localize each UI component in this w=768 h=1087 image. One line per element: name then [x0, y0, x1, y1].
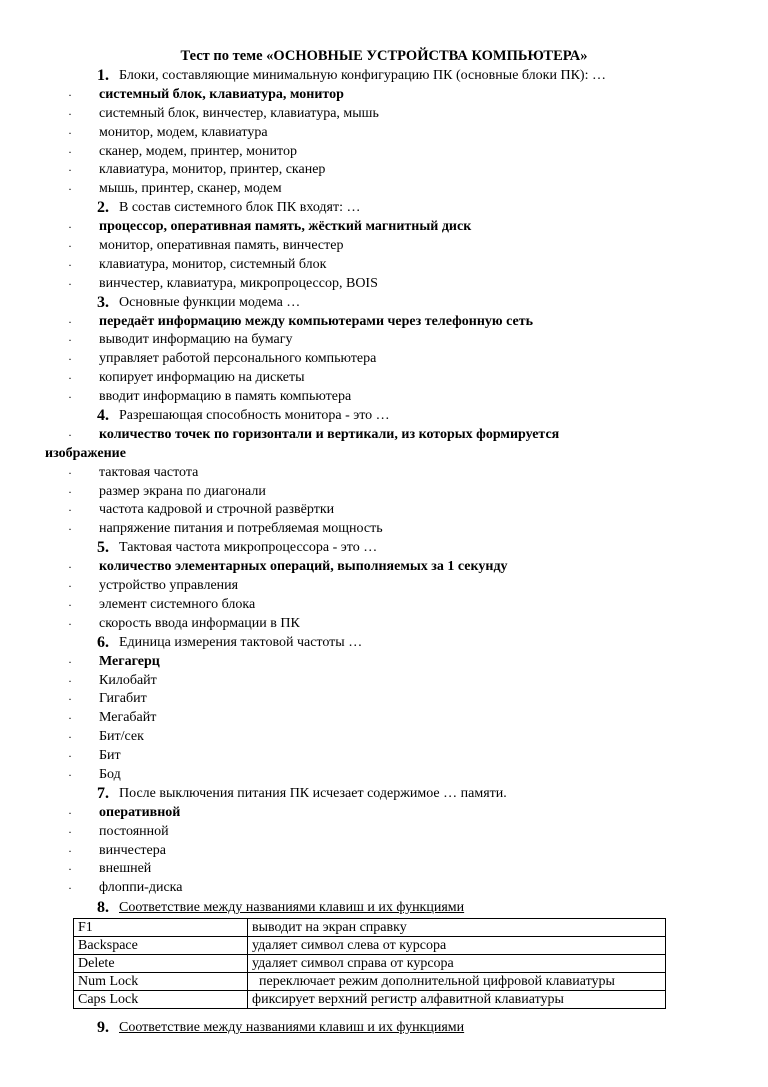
bullet-icon: ·: [68, 352, 72, 367]
answer-text: постоянной: [99, 823, 169, 839]
bullet-icon: ·: [68, 560, 72, 575]
bullet-icon: ·: [68, 616, 72, 631]
answer-option: [0, 766, 768, 785]
question-number: 5.: [97, 539, 109, 557]
answer-text: скорость ввода информации в ПК: [99, 615, 300, 631]
answer-text: напряжение питания и потребляемая мощность: [99, 521, 383, 537]
bullet-icon: ·: [68, 239, 72, 254]
answer-text: тактовая частота: [99, 464, 199, 480]
answer-option: [0, 577, 768, 596]
question-text: Единица измерения тактовой частоты …: [119, 634, 363, 650]
answer-text: процессор, оперативная память, жёсткий магнитный диск: [99, 219, 472, 235]
answer-text: частота кадровой и строчной развёртки: [99, 502, 335, 518]
question-line: [0, 294, 768, 313]
question-line: [0, 199, 768, 218]
question-text: После выключения питания ПК исчезает содержимое … памяти.: [119, 785, 507, 801]
bullet-icon: ·: [68, 144, 72, 159]
bullet-icon: ·: [68, 673, 72, 688]
question-line: [0, 539, 768, 558]
answer-text: Мегагерц: [99, 653, 160, 669]
question-number: 3.: [97, 293, 109, 311]
key-name-cell: Delete: [74, 955, 248, 973]
keys-table-wrap: [73, 918, 666, 1009]
answer-text: устройство управления: [99, 578, 239, 594]
answer-option: [0, 388, 768, 407]
key-function-cell: удаляет символ справа от курсора: [248, 955, 666, 973]
answer-option: [0, 180, 768, 199]
answer-text: флоппи-диска: [99, 880, 183, 896]
answer-option: [0, 860, 768, 879]
answer-text: монитор, оперативная память, винчестер: [99, 238, 344, 254]
question-number: 2.: [97, 199, 109, 217]
key-function-cell: удаляет символ слева от курсора: [248, 937, 666, 955]
answer-text: Бод: [99, 766, 121, 782]
key-name-cell: Num Lock: [74, 973, 248, 991]
answer-text: количество элементарных операций, выполняемых за 1 секунду: [99, 559, 508, 575]
answer-option: [0, 747, 768, 766]
answer-text: винчестер, клавиатура, микропроцессор, BOIS: [99, 275, 378, 291]
bullet-icon: ·: [68, 257, 72, 272]
table-row: [74, 919, 666, 937]
bullet-icon: ·: [68, 522, 72, 537]
bullet-icon: ·: [68, 314, 72, 329]
question-text: Тактовая частота микропроцессора - это …: [119, 540, 378, 556]
question-line: [0, 785, 768, 804]
table-row: [74, 973, 666, 991]
answer-text: управляет работой персонального компьютера: [99, 351, 377, 367]
bullet-icon: ·: [68, 824, 72, 839]
bullet-icon: ·: [68, 106, 72, 121]
answer-option: [0, 483, 768, 502]
key-name-cell: Caps Lock: [74, 991, 248, 1009]
question-text: Соответствие между названиями клавиш и их функциями: [119, 900, 465, 915]
bullet-icon: ·: [68, 427, 72, 442]
answer-text: клавиатура, монитор, системный блок: [99, 256, 327, 272]
answer-text: Гигабит: [99, 691, 147, 707]
answer-option: [0, 161, 768, 180]
answer-text: Мегабайт: [99, 710, 157, 726]
bullet-icon: ·: [68, 862, 72, 877]
key-function-cell: фиксирует верхний регистр алфавитной клавиатуры: [248, 991, 666, 1009]
answer-option: [0, 369, 768, 388]
bullet-icon: ·: [68, 881, 72, 896]
answer-text: клавиатура, монитор, принтер, сканер: [99, 162, 326, 178]
answer-option: [0, 143, 768, 162]
bullet-icon: ·: [68, 163, 72, 178]
answer-option: [0, 709, 768, 728]
answer-option: [0, 426, 768, 445]
bullet-icon: ·: [68, 484, 72, 499]
answer-text: размер экрана по диагонали: [99, 483, 266, 499]
answer-text: мышь, принтер, сканер, модем: [99, 181, 282, 197]
answer-text: монитор, модем, клавиатура: [99, 124, 268, 140]
answer-option: [0, 275, 768, 294]
answer-text: Бит/сек: [99, 729, 144, 745]
answer-option: [0, 823, 768, 842]
answer-option: [0, 218, 768, 237]
question-number: 4.: [97, 407, 109, 425]
answer-text: выводит информацию на бумагу: [99, 332, 293, 348]
answer-text: Килобайт: [99, 672, 157, 688]
answer-option: [0, 105, 768, 124]
answer-option: [0, 690, 768, 709]
answer-option: [0, 653, 768, 672]
bullet-icon: ·: [68, 711, 72, 726]
bullet-icon: ·: [68, 767, 72, 782]
bullet-icon: ·: [68, 371, 72, 386]
answer-option: [0, 501, 768, 520]
question-line: [0, 634, 768, 653]
answer-option: [0, 237, 768, 256]
question-text: Блоки, составляющие минимальную конфигурацию ПК (основные блоки ПК): …: [119, 68, 606, 83]
answer-text: системный блок, винчестер, клавиатура, мышь: [99, 105, 379, 121]
answer-option: [0, 672, 768, 691]
answer-continuation: [0, 445, 768, 464]
table-row: [74, 937, 666, 955]
answer-text: изображение: [45, 445, 126, 461]
answer-text: элемент системного блока: [99, 596, 256, 612]
answer-text: передаёт информацию между компьютерами через телефонную сеть: [99, 313, 533, 329]
bullet-icon: ·: [68, 465, 72, 480]
answer-option: [0, 86, 768, 105]
key-function-cell: переключает режим дополнительной цифровой клавиатуры: [248, 973, 666, 991]
question-number: 6.: [97, 633, 109, 651]
answer-option: [0, 879, 768, 898]
answer-option: [0, 313, 768, 332]
bullet-icon: ·: [68, 843, 72, 858]
bullet-icon: ·: [68, 276, 72, 291]
bullet-icon: ·: [68, 805, 72, 820]
key-function-cell: выводит на экран справку: [248, 919, 666, 937]
answer-text: винчестера: [99, 842, 166, 858]
question-line: [0, 67, 768, 86]
key-name-cell: F1: [74, 919, 248, 937]
answer-option: [0, 728, 768, 747]
answer-text: вводит информацию в память компьютера: [99, 389, 352, 405]
question-list: [0, 67, 768, 898]
answer-option: [0, 596, 768, 615]
question-text: Разрешающая способность монитора - это …: [119, 408, 390, 424]
bullet-icon: ·: [68, 749, 72, 764]
answer-option: [0, 520, 768, 539]
answer-option: [0, 464, 768, 483]
answer-text: сканер, модем, принтер, монитор: [99, 143, 297, 159]
bullet-icon: ·: [68, 220, 72, 235]
bullet-icon: ·: [68, 182, 72, 197]
answer-text: системный блок, клавиатура, монитор: [99, 86, 344, 102]
table-row: [74, 991, 666, 1009]
answer-text: оперативной: [99, 804, 181, 820]
question-number: 1.: [97, 67, 109, 84]
keys-table: [73, 918, 666, 1009]
bullet-icon: ·: [68, 333, 72, 348]
question-9: [0, 1018, 768, 1038]
bullet-icon: ·: [68, 692, 72, 707]
question-line: [0, 407, 768, 426]
question-text: Соответствие между названиями клавиш и их функциями: [119, 1020, 465, 1035]
bullet-icon: ·: [68, 503, 72, 518]
answer-text: внешней: [99, 861, 152, 877]
bullet-icon: ·: [68, 654, 72, 669]
table-row: [74, 955, 666, 973]
question-text: Основные функции модема …: [119, 294, 301, 310]
answer-text: количество точек по горизонтали и вертикали, из которых формируется: [99, 426, 560, 442]
bullet-icon: ·: [68, 125, 72, 140]
bullet-icon: ·: [68, 390, 72, 405]
question-number: 9.: [97, 1019, 109, 1036]
answer-option: [0, 124, 768, 143]
answer-option: [0, 331, 768, 350]
page-title: Тест по теме «ОСНОВНЫЕ УСТРОЙСТВА КОМПЬЮТЕРА»: [180, 48, 588, 64]
question-text: В состав системного блок ПК входят: …: [119, 200, 361, 216]
bullet-icon: ·: [68, 579, 72, 594]
question-number: 8.: [97, 899, 109, 916]
bullet-icon: ·: [68, 597, 72, 612]
answer-option: [0, 558, 768, 577]
bullet-icon: ·: [68, 87, 72, 102]
bullet-icon: ·: [68, 730, 72, 745]
answer-text: Бит: [99, 748, 121, 764]
key-name-cell: Backspace: [74, 937, 248, 955]
answer-option: [0, 615, 768, 634]
answer-option: [0, 842, 768, 861]
answer-option: [0, 256, 768, 275]
question-8: [0, 898, 768, 918]
question-number: 7.: [97, 784, 109, 802]
answer-text: копирует информацию на дискеты: [99, 370, 305, 386]
answer-option: [0, 804, 768, 823]
answer-option: [0, 350, 768, 369]
